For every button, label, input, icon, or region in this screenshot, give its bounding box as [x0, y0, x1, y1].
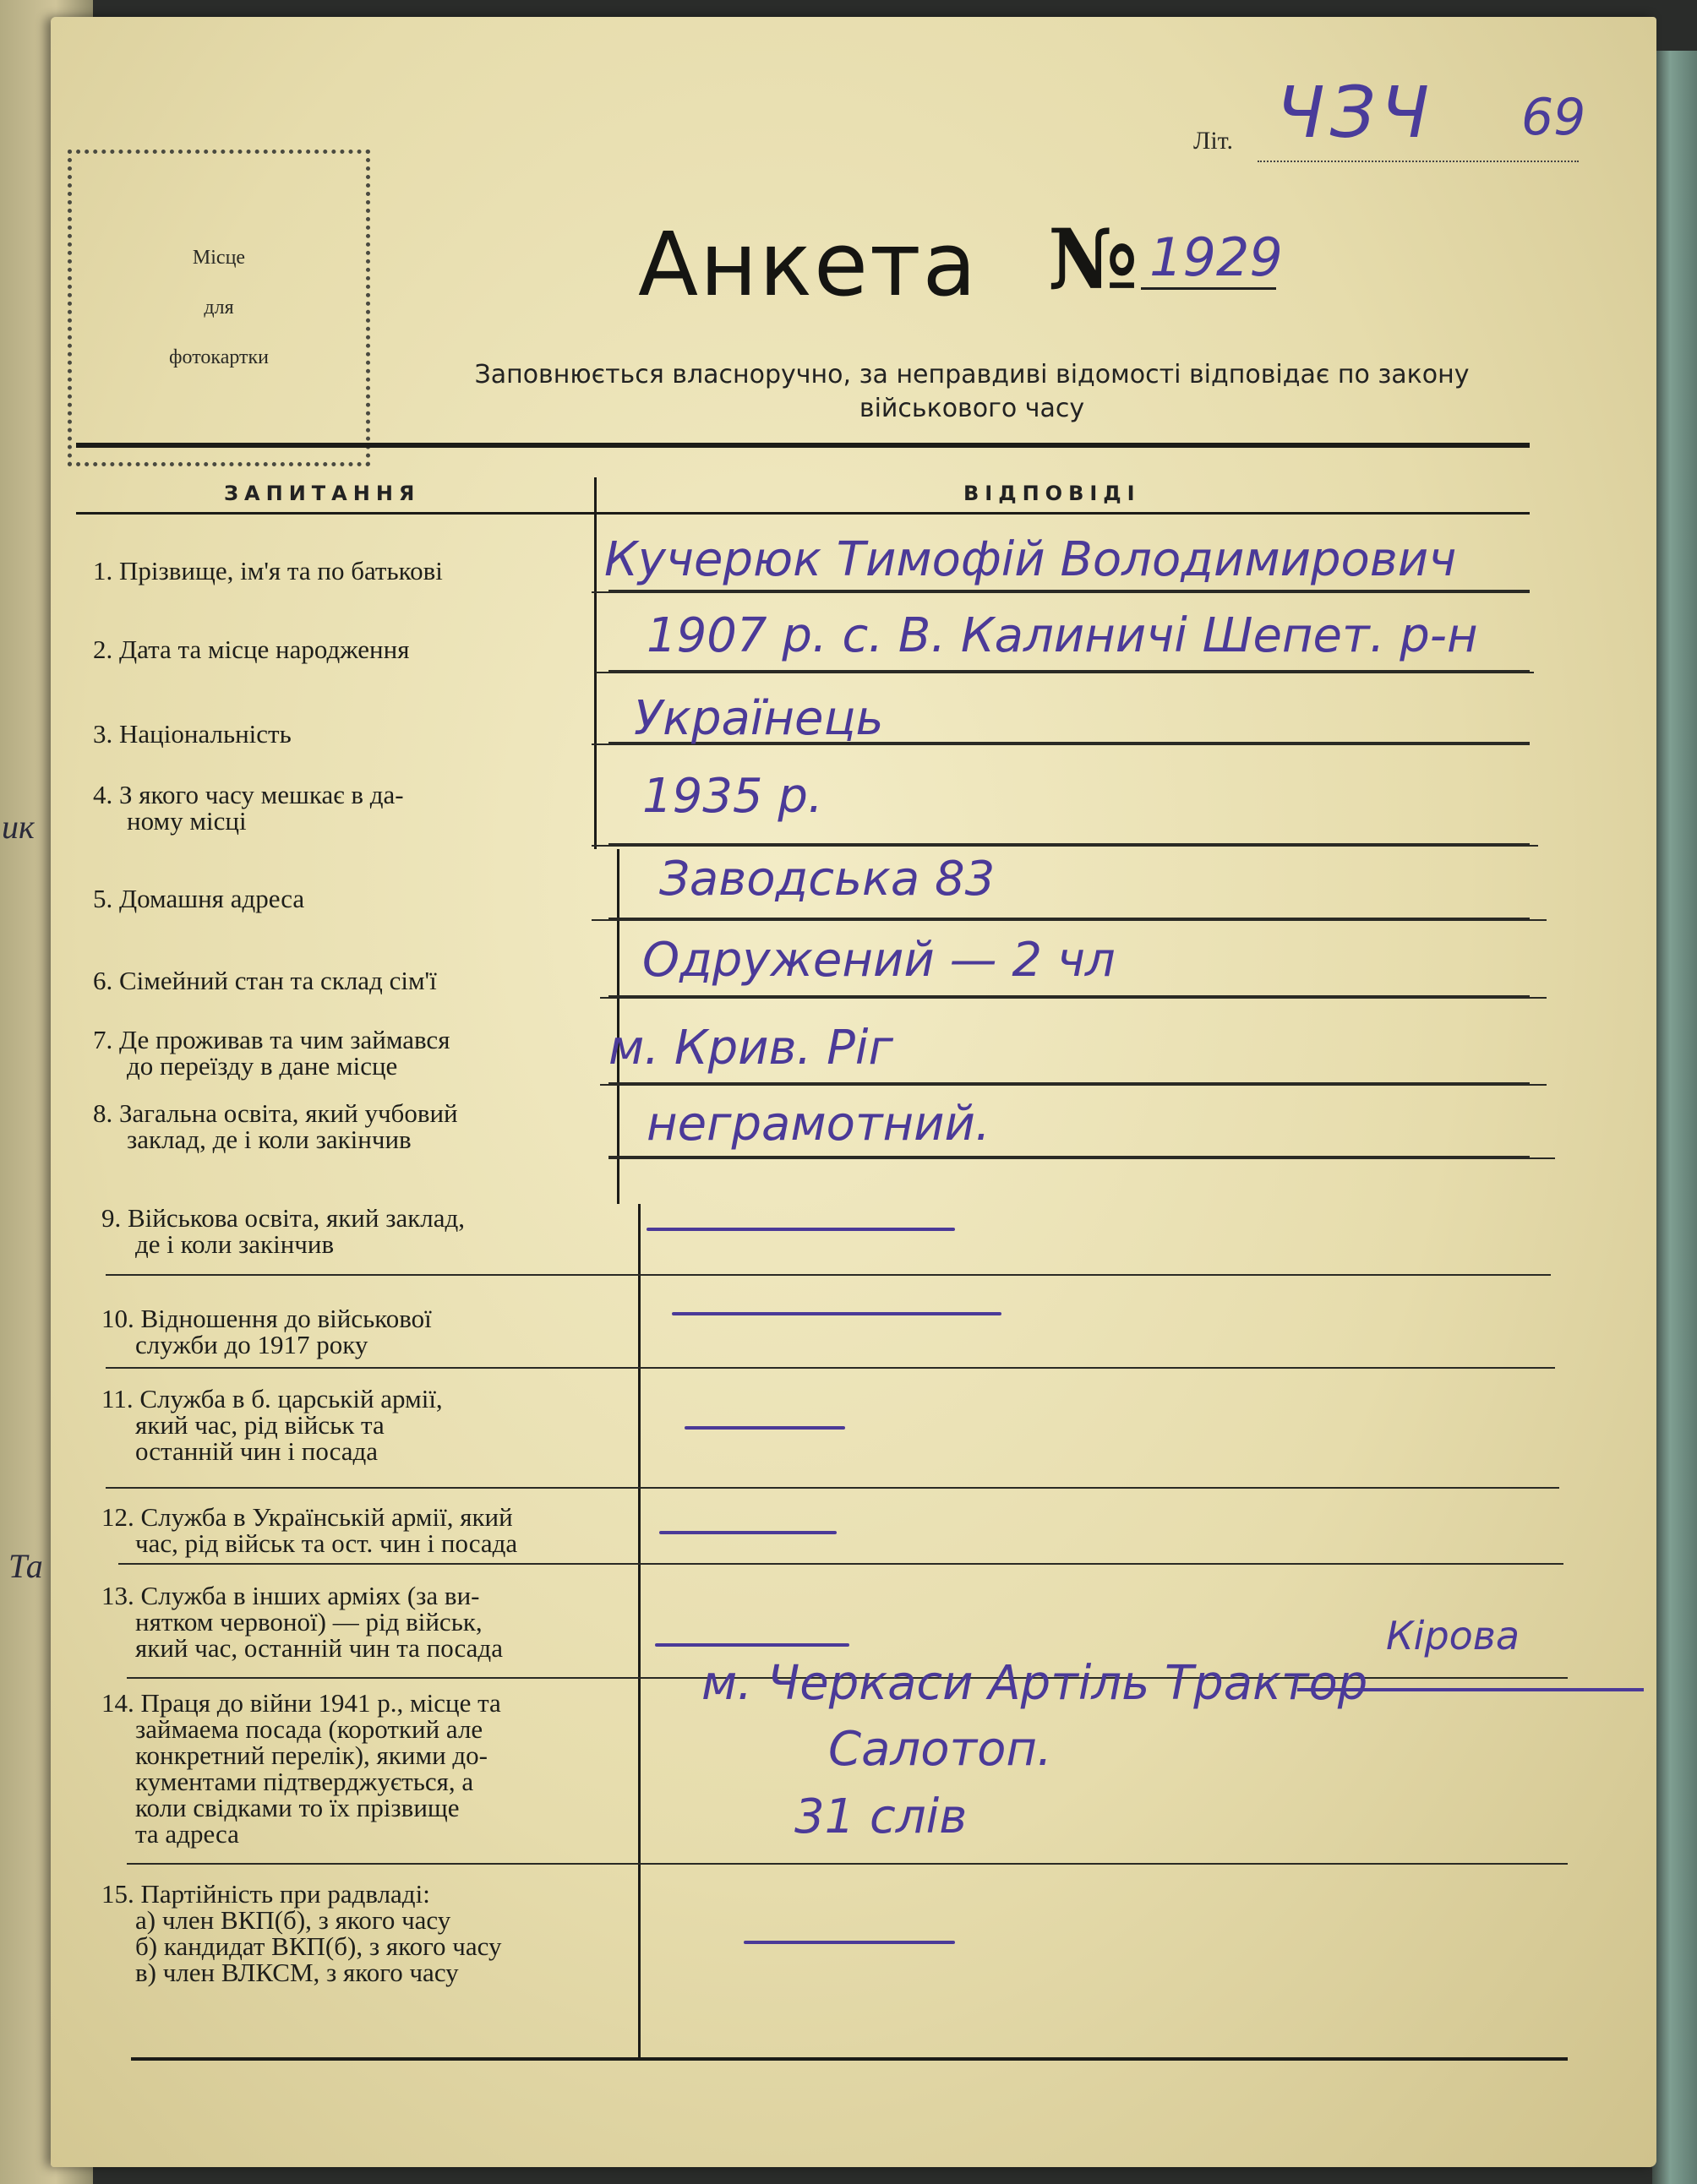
question-5-line-1: 5. Домашня адреса [93, 884, 305, 913]
header-underline [76, 512, 1530, 515]
photo-label-2: для [204, 297, 234, 319]
answer-line [608, 918, 1530, 919]
question-3-line-1: 3. Національність [93, 719, 292, 749]
row-separator [600, 1084, 1547, 1086]
row-separator [592, 845, 1538, 847]
answer-line [608, 1082, 1530, 1084]
question-4-line-1: 4. З якого часу мешкає в да- [93, 780, 404, 809]
subtitle-line-1: Заповнюється власноручно, за неправдиві відомості відповідає по закону [474, 360, 1470, 389]
question-14-line-4: кументами підтверджується, а [135, 1767, 474, 1796]
answer-work-line-2: Салотоп. [828, 1722, 1052, 1777]
answer-ukrainian-army-dash [659, 1531, 837, 1534]
question-13-line-2: нятком червоної) — рід військ, [135, 1607, 483, 1637]
answer-birth: 1907 р. с. В. Калиничі Шепет. р-н [647, 608, 1478, 663]
question-12 [101, 1504, 517, 1556]
question-5 [93, 885, 304, 912]
question-9 [101, 1205, 465, 1257]
question-11 [101, 1386, 443, 1464]
subtitle-line-2: військового часу [859, 394, 1085, 423]
question-1-line-1: 1. Прізвище, ім'я та по батькові [93, 556, 443, 585]
question-6 [93, 967, 437, 994]
question-8-line-1: 8. Загальна освіта, який учбовий [93, 1098, 458, 1128]
form-subtitle [406, 358, 1538, 426]
row-separator [592, 919, 1547, 921]
question-14-line-6: та адреса [135, 1819, 239, 1849]
form-number: 1929 [1149, 226, 1283, 288]
column-header-questions: ЗАПИТАННЯ [224, 482, 421, 505]
answer-education: неграмотний. [647, 1097, 990, 1152]
answer-military-relation-dash [672, 1312, 1001, 1315]
question-2-line-1: 2. Дата та місце народження [93, 635, 410, 664]
row-separator [106, 1367, 1555, 1369]
row-separator [106, 1487, 1559, 1489]
answer-work-line-1: м. Черкаси Артіль Трактор [701, 1656, 1368, 1711]
question-4 [93, 782, 404, 834]
binder-edge [1652, 51, 1697, 2184]
header-rule [76, 443, 1530, 448]
question-8 [93, 1100, 458, 1152]
answer-family: Одружений — 2 чл [642, 933, 1116, 988]
lit-handwritten: ЧЗЧ [1276, 71, 1435, 154]
question-15-line-4: в) член ВЛКСМ, з якого часу [135, 1958, 459, 1987]
answer-line [608, 1156, 1530, 1157]
answer-previous-residence: м. Крив. Ріг [608, 1021, 893, 1076]
answer-tsarist-army-dash [685, 1426, 845, 1430]
row-separator [600, 997, 1547, 999]
question-9-line-1: 9. Військова освіта, який заклад, [101, 1203, 466, 1233]
question-7-line-1: 7. Де проживав та чим займався [93, 1025, 450, 1054]
question-1 [93, 558, 443, 584]
question-3 [93, 721, 292, 747]
answer-line [608, 995, 1530, 997]
lit-underline [1258, 161, 1579, 162]
number-sign: № [1048, 211, 1138, 308]
question-14-line-3: конкретний перелік), якими до- [135, 1740, 488, 1770]
question-11-line-2: який час, рід військ та [135, 1410, 385, 1440]
row-separator [118, 1563, 1563, 1565]
question-11-line-1: 11. Служба в б. царській армії, [101, 1384, 443, 1413]
question-13-line-1: 13. Служба в інших арміях (за ви- [101, 1581, 480, 1610]
row-separator [608, 1157, 1555, 1159]
column-divider-bottom [638, 1204, 641, 2057]
question-7-line-2: до переїзду в дане місце [127, 1051, 398, 1081]
answer-work-line-3: 31 слів [794, 1789, 968, 1844]
answer-other-armies-dash [655, 1643, 849, 1647]
column-divider-top [594, 477, 597, 849]
question-12-line-1: 12. Служба в Українській армії, який [101, 1502, 513, 1532]
question-10-line-2: служби до 1917 року [135, 1330, 368, 1359]
answer-line [608, 670, 1530, 672]
question-2 [93, 636, 410, 662]
question-8-line-2: заклад, де і коли закінчив [127, 1125, 412, 1154]
answer-party-dash [744, 1941, 955, 1944]
answer-military-education-dash [647, 1228, 955, 1231]
question-10 [101, 1305, 432, 1358]
question-13-line-3: який час, останній чин та посада [135, 1633, 503, 1663]
lit-number: 69 [1521, 88, 1586, 147]
lit-label: Літ. [1193, 127, 1234, 155]
question-14-line-1: 14. Праця до війни 1941 р., місце та [101, 1688, 501, 1718]
answer-work-correction: Кірова [1386, 1613, 1520, 1658]
answer-nationality: Українець [634, 691, 884, 746]
answer-residence-since: 1935 р. [642, 769, 823, 824]
row-separator [127, 1863, 1568, 1865]
question-10-line-1: 10. Відношення до військової [101, 1304, 432, 1333]
margin-note-2: Та [8, 1547, 43, 1585]
row-separator [592, 591, 1530, 593]
answer-full-name: Кучерюк Тимофій Володимирович [604, 532, 1457, 587]
photo-label-3: фотокартки [168, 346, 270, 368]
question-15-line-3: б) кандидат ВКП(б), з якого часу [135, 1931, 502, 1961]
question-13 [101, 1582, 503, 1661]
margin-note-1: ик [2, 808, 35, 846]
question-6-line-1: 6. Сімейний стан та склад сім'ї [93, 966, 437, 995]
answer-home-address: Заводська 83 [659, 852, 996, 907]
question-15-line-2: а) член ВКП(б), з якого часу [135, 1905, 451, 1935]
row-separator [106, 1274, 1551, 1276]
question-11-line-3: останній чин і посада [135, 1436, 379, 1466]
question-14 [101, 1690, 501, 1847]
strike-through [1297, 1688, 1644, 1691]
question-4-line-2: ному місці [127, 806, 247, 836]
answer-line [608, 843, 1530, 845]
bottom-rule [131, 2057, 1568, 2061]
row-separator [596, 672, 1534, 673]
form-title: Анкета [638, 213, 979, 316]
answer-line [608, 590, 1530, 591]
question-9-line-2: де і коли закінчив [135, 1229, 335, 1259]
question-14-line-5: коли свідками то їх прізвище [135, 1793, 460, 1822]
question-15-line-1: 15. Партійність при радвладі: [101, 1879, 430, 1909]
question-14-line-2: займаема посада (короткий але [135, 1714, 483, 1744]
photo-placeholder [68, 150, 370, 466]
question-7 [93, 1027, 450, 1079]
column-header-answers: ВІДПОВІДІ [963, 482, 1141, 505]
photo-label-1: Місце [192, 247, 246, 269]
question-12-line-2: час, рід військ та ост. чин і посада [135, 1528, 518, 1558]
question-15 [101, 1881, 501, 1985]
